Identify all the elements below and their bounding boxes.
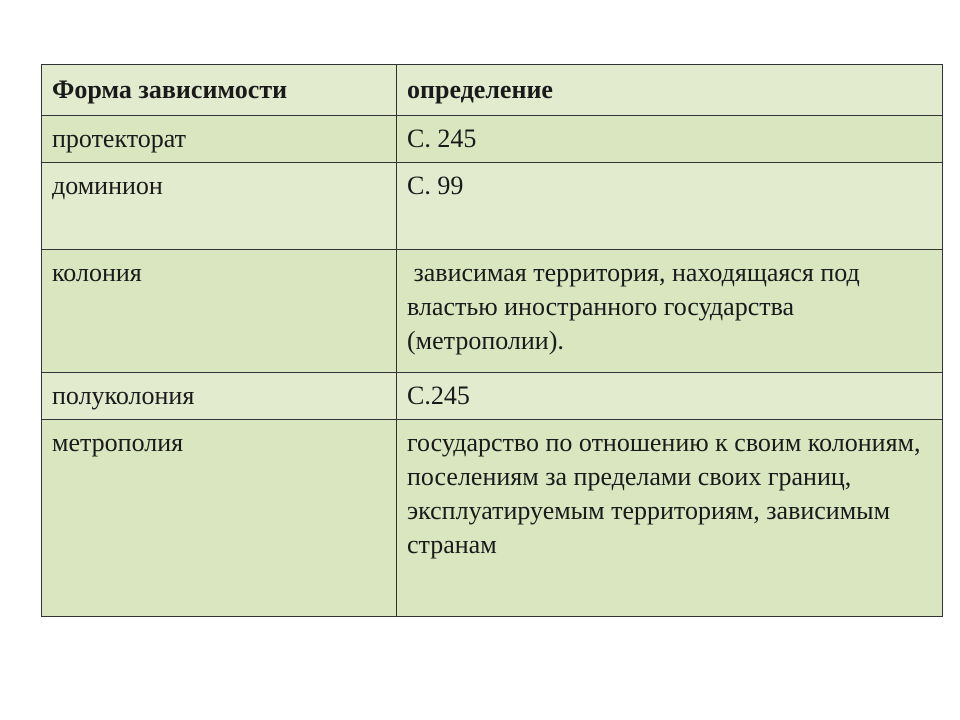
- cell-definition: С.245: [397, 373, 943, 420]
- dependency-forms-table: [41, 64, 943, 617]
- cell-form: протекторат: [42, 116, 397, 163]
- table-header-row: [42, 65, 943, 116]
- cell-definition: С. 99: [397, 163, 943, 250]
- table-row: [42, 373, 943, 420]
- cell-form: полуколония: [42, 373, 397, 420]
- cell-form: колония: [42, 250, 397, 373]
- cell-definition: государство по отношению к своим колониям, поселениям за пределами своих границ, эксплуатируемым территориям, зависимым странам: [397, 420, 943, 617]
- table-row: [42, 116, 943, 163]
- cell-form: доминион: [42, 163, 397, 250]
- table-row: [42, 250, 943, 373]
- header-form: Форма зависимости: [42, 65, 397, 116]
- cell-definition: С. 245: [397, 116, 943, 163]
- cell-definition: зависимая территория, находящаяся под властью иностранного государства (метрополии).: [397, 250, 943, 373]
- cell-form: метрополия: [42, 420, 397, 617]
- header-definition: определение: [397, 65, 943, 116]
- table-row: [42, 420, 943, 617]
- table-row: [42, 163, 943, 250]
